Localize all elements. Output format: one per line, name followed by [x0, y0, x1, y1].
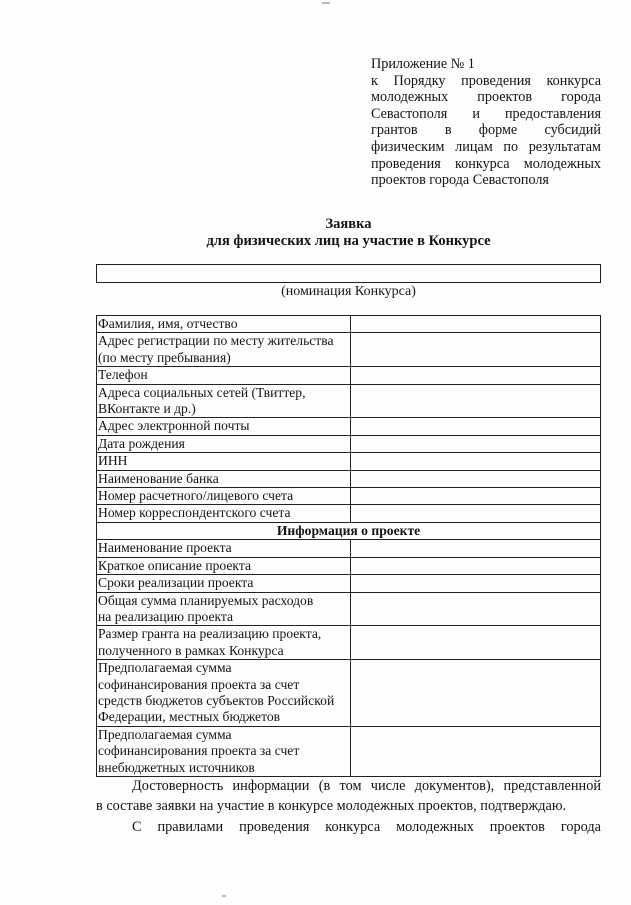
field-label-line: Федерации, местных бюджетов — [98, 709, 281, 725]
field-label-line: Номер расчетного/лицевого счета — [98, 488, 294, 504]
field-value-cell[interactable] — [351, 505, 601, 522]
field-label-line: ИНН — [98, 453, 128, 469]
personal-info-rows — [97, 316, 601, 523]
field-label-line: Общая сумма планируемых расходов — [98, 592, 314, 608]
project-info-row — [97, 626, 601, 660]
project-info-row — [97, 557, 601, 574]
field-label — [97, 575, 351, 592]
field-value-cell[interactable] — [351, 418, 601, 435]
field-label-line: Дата рождения — [98, 435, 185, 451]
field-value-cell[interactable] — [351, 333, 601, 367]
field-label-line: Телефон — [98, 367, 148, 383]
field-label — [97, 435, 351, 452]
field-label — [97, 726, 351, 776]
field-value-cell[interactable] — [351, 575, 601, 592]
field-value-cell[interactable] — [351, 540, 601, 557]
personal-info-row — [97, 367, 601, 384]
form-subtitle: для физических лиц на участие в Конкурсе — [206, 233, 491, 249]
field-value-cell[interactable] — [351, 435, 601, 452]
field-label-line: Номер корреспондентского счета — [98, 505, 291, 521]
annex-block — [371, 56, 601, 189]
field-label-line: Адрес регистрации по месту жительства — [98, 333, 334, 349]
field-label-line: Предполагаемая сумма — [98, 660, 232, 676]
field-label — [97, 316, 351, 333]
annex-line: Севастополя и предоставления — [371, 105, 601, 122]
field-value-cell[interactable] — [351, 453, 601, 470]
field-value-cell[interactable] — [351, 726, 601, 776]
field-label-line: Наименование проекта — [98, 540, 232, 556]
field-label-line: Адреса социальных сетей (Твиттер, — [98, 384, 306, 400]
annex-line: грантов в форме субсидий — [371, 122, 601, 139]
project-info-row — [97, 592, 601, 626]
field-value-cell[interactable] — [351, 488, 601, 505]
annex-heading: Приложение № 1 — [371, 56, 475, 72]
field-value-cell[interactable] — [351, 592, 601, 626]
field-label-line: софинансирования проекта за счет — [98, 743, 300, 759]
field-label — [97, 592, 351, 626]
field-label-line: Наименование банка — [98, 470, 219, 486]
field-label-line: на реализацию проекта — [98, 608, 234, 624]
field-label — [97, 488, 351, 505]
field-value-cell[interactable] — [351, 626, 601, 660]
field-value-cell[interactable] — [351, 557, 601, 574]
field-label — [97, 557, 351, 574]
application-table — [96, 315, 601, 777]
field-label — [97, 470, 351, 487]
personal-info-row — [97, 418, 601, 435]
field-label-line: (по месту пребывания) — [98, 349, 231, 365]
field-label — [97, 626, 351, 660]
personal-info-row — [97, 453, 601, 470]
confirmation-paragraph — [96, 777, 601, 816]
nomination-caption: (номинация Конкурса) — [281, 284, 416, 299]
scan-artifact — [322, 2, 330, 4]
field-label-line: Адрес электронной почты — [98, 418, 250, 434]
paragraph-line: Достоверность информации (в том числе документов), представленной — [132, 778, 601, 794]
project-info-row — [97, 575, 601, 592]
field-value-cell[interactable] — [351, 384, 601, 418]
field-label-line: внебюджетных источников — [98, 759, 255, 775]
project-info-row — [97, 540, 601, 557]
section-title: Информация о проекте — [97, 522, 601, 539]
form-title: Заявка — [325, 216, 372, 232]
project-info-rows — [97, 540, 601, 777]
annex-line: проектов города Севастополя — [371, 172, 549, 189]
field-label-line: Фамилия, имя, отчество — [98, 316, 238, 331]
personal-info-row — [97, 316, 601, 333]
annex-body — [371, 73, 601, 189]
personal-info-row — [97, 470, 601, 487]
field-label-line: ВКонтакте и др.) — [98, 401, 196, 417]
personal-info-row — [97, 435, 601, 452]
field-label — [97, 453, 351, 470]
annex-line: к Порядку проведения конкурса — [371, 72, 601, 89]
rules-paragraph: С правилами проведения конкурса молодежных проектов города — [132, 819, 601, 835]
personal-info-row — [97, 384, 601, 418]
personal-info-row — [97, 488, 601, 505]
section-row — [97, 522, 601, 539]
field-label-line: Размер гранта на реализацию проекта, — [98, 626, 322, 642]
scan-artifact — [222, 895, 226, 897]
field-label — [97, 384, 351, 418]
field-label-line: Предполагаемая сумма — [98, 726, 232, 742]
field-label — [97, 367, 351, 384]
field-label — [97, 333, 351, 367]
field-label-line: Сроки реализации проекта — [98, 575, 254, 591]
field-label-line: Краткое описание проекта — [98, 557, 251, 573]
field-value-cell[interactable] — [351, 316, 601, 333]
field-label — [97, 660, 351, 727]
nomination-field[interactable] — [96, 264, 601, 283]
field-label — [97, 418, 351, 435]
field-label — [97, 505, 351, 522]
personal-info-row — [97, 505, 601, 522]
field-label-line: софинансирования проекта за счет — [98, 676, 300, 692]
paragraph-line: в составе заявки на участие в конкурсе молодежных проектов, подтверждаю. — [96, 797, 567, 814]
field-label-line: полученного в рамках Конкурса — [98, 642, 284, 658]
annex-line: физическим лицам по результатам — [371, 138, 601, 155]
project-info-row — [97, 726, 601, 776]
annex-line: проведения конкурса молодежных — [371, 155, 601, 172]
field-value-cell[interactable] — [351, 367, 601, 384]
annex-line: молодежных проектов города — [371, 89, 601, 106]
project-info-row — [97, 660, 601, 727]
personal-info-row — [97, 333, 601, 367]
field-label-line: средств бюджетов субъектов Российской — [98, 692, 335, 708]
field-value-cell[interactable] — [351, 660, 601, 727]
field-value-cell[interactable] — [351, 470, 601, 487]
field-label — [97, 540, 351, 557]
